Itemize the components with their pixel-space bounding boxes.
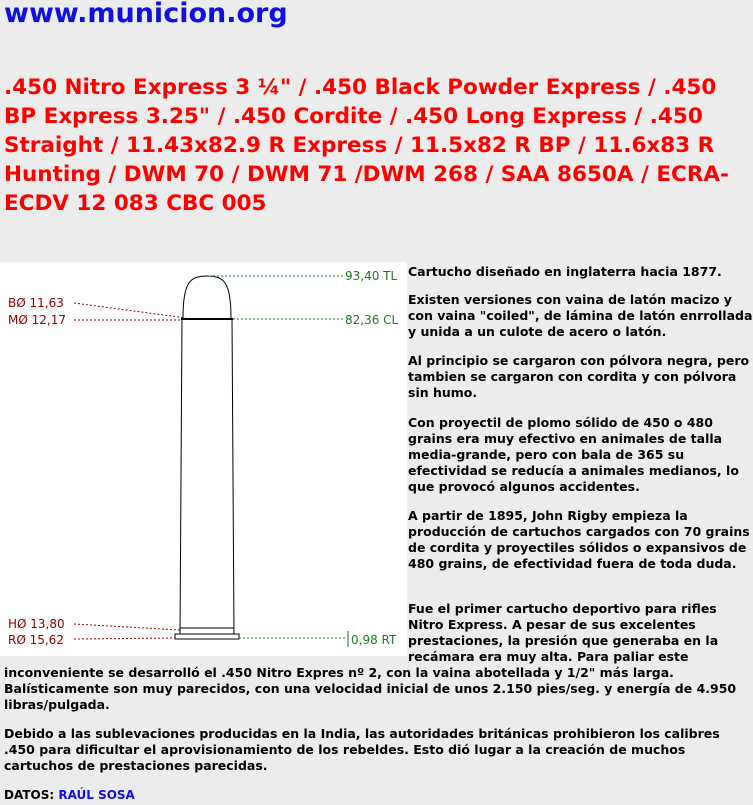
credit-label: DATOS:: [4, 788, 55, 802]
label-bullet-diameter: BØ 11,63: [8, 296, 64, 310]
label-head-diameter: HØ 13,80: [8, 617, 65, 631]
paragraph-case-versions: Existen versiones con vaina de latón macizo y con vaina "coiled", de lámina de latón enrrollada y unida a un culote de acero o latón.: [408, 292, 753, 339]
site-title[interactable]: www.municion.org: [4, 0, 288, 29]
paragraph-rigby: A partir de 1895, John Rigby empieza la producción de cartuchos cargados con 70 grains de cordita y proyectiles sólidos o expansivos de 480 grains, de efectividad fuera de toda duda.: [408, 508, 750, 571]
label-rim-thickness: 0,98 RT: [351, 633, 397, 647]
case-rim: [175, 634, 239, 639]
credit-line: [4, 788, 135, 802]
label-mouth-diameter: MØ 12,17: [8, 313, 66, 327]
paragraph-projectile: Con proyectil de plomo sólido de 450 o 480 grains era muy efectivo en animales de talla media-grande, pero con bala de 365 su efectividad se reducía a animales medianos, lo que provocó algunos accidentes.: [408, 415, 739, 494]
paragraph-nitro-express-continued: inconveniente se desarrolló el .450 Nitro Expres nº 2, con la vaina abotellada y 1/2" más larga. Balísticamente son muy parecidos, con una velocidad inicial de unos 2.150 pies/seg. y energía de 4.950 libras/pulgada.: [4, 665, 737, 712]
case-outline: [180, 319, 234, 634]
paragraph-origin: Cartucho diseñado en inglaterra hacia 1877.: [408, 264, 722, 279]
page-title: .450 Nitro Express 3 ¼" / .450 Black Powder Express / .450 BP Express 3.25" / .450 Cordite / .450 Long Express / .450 Straight / 11.43x82.9 R Express / 11.5x82 R BP / 11.6x83 R Hunting / DWM 70 / DWM 71 /DWM 268 / SAA 8650A / ECRA-ECDV 12 083 CBC 005: [4, 75, 729, 216]
paragraph-india: Debido a las sublevaciones producidas en la India, las autoridades británicas prohibieron los calibres .450 para dificultar el aprovisionamiento de los rebeldes. Esto dió lugar a la creación de muchos cartuchos de prestaciones parecidas.: [4, 726, 720, 773]
bullet-outline: [183, 276, 231, 318]
paragraph-powder: Al principio se cargaron con pólvora negra, pero tambien se cargaron con cordita y con pólvora sin humo.: [408, 353, 750, 400]
credit-author-link[interactable]: RAÚL SOSA: [58, 788, 135, 802]
label-total-length: 93,40 TL: [345, 269, 398, 283]
label-case-length: 82,36 CL: [345, 313, 399, 327]
paragraph-nitro-express: Fue el primer cartucho deportivo para rifles Nitro Express. A pesar de sus excelentes prestaciones, la presión que generaba en la recámara era muy alta. Para paliar este: [408, 601, 719, 664]
cartridge-diagram: [0, 262, 407, 656]
cartridge-drawing: [0, 262, 407, 656]
label-rim-diameter: RØ 15,62: [8, 633, 64, 647]
